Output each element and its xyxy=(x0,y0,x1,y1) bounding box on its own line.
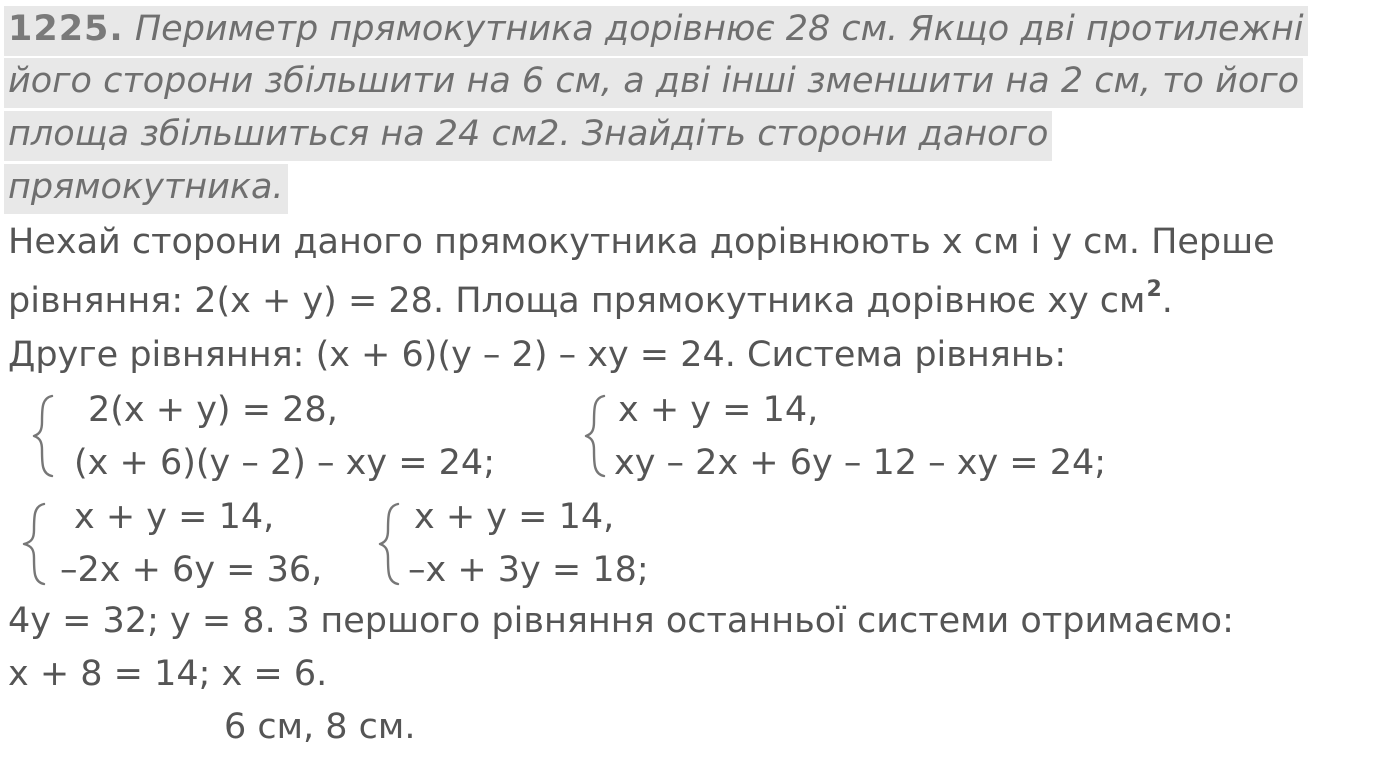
answer: 6 см, 8 см. xyxy=(224,707,416,747)
system-4-brace xyxy=(372,500,402,588)
system-1-eq-2: (x + 6)(y – 2) – xy = 24; xyxy=(74,443,495,483)
system-3-eq-2: –2x + 6y = 36, xyxy=(60,550,323,590)
superscript-2: 2 xyxy=(1146,277,1162,302)
solution-line-4: 4y = 32; y = 8. З першого рівняння останньої системи отримаємо: xyxy=(8,601,1234,641)
system-1-eq-1: 2(x + y) = 28, xyxy=(88,390,338,430)
problem-line-1: 1225. Периметр прямокутника дорівнює 28 см. Якщо дві протилежні xyxy=(8,12,1308,47)
system-3-brace xyxy=(18,500,48,588)
solution-line-1: Нехай сторони даного прямокутника дорівнюють x см і у см. Перше xyxy=(8,222,1275,262)
solution-line-5: x + 8 = 14; x = 6. xyxy=(8,654,328,694)
solution-line-3: Друге рівняння: (x + 6)(y – 2) – xy = 24. Система рівнянь: xyxy=(8,335,1067,375)
system-4-eq-2: –x + 3y = 18; xyxy=(408,550,649,590)
system-2-eq-1: x + y = 14, xyxy=(618,390,819,430)
system-4-eq-1: x + y = 14, xyxy=(414,497,615,537)
problem-line-4: прямокутника. xyxy=(8,170,288,205)
system-3-eq-1: x + y = 14, xyxy=(74,497,275,537)
system-2-brace xyxy=(578,392,608,480)
system-2-eq-2: xy – 2x + 6y – 12 – xy = 24; xyxy=(614,443,1107,483)
problem-line-2: його сторони збільшити на 6 см, а дві інші зменшити на 2 см, то його xyxy=(8,64,1303,99)
problem-number: 1225. xyxy=(8,9,124,49)
system-1-brace xyxy=(28,392,58,480)
problem-line-3: площа збільшиться на 24 см2. Знайдіть сторони даного xyxy=(8,117,1052,152)
solution-line-2: рівняння: 2(x + y) = 28. Площа прямокутника дорівнює xy $см^2$. xyxy=(8,277,1173,321)
